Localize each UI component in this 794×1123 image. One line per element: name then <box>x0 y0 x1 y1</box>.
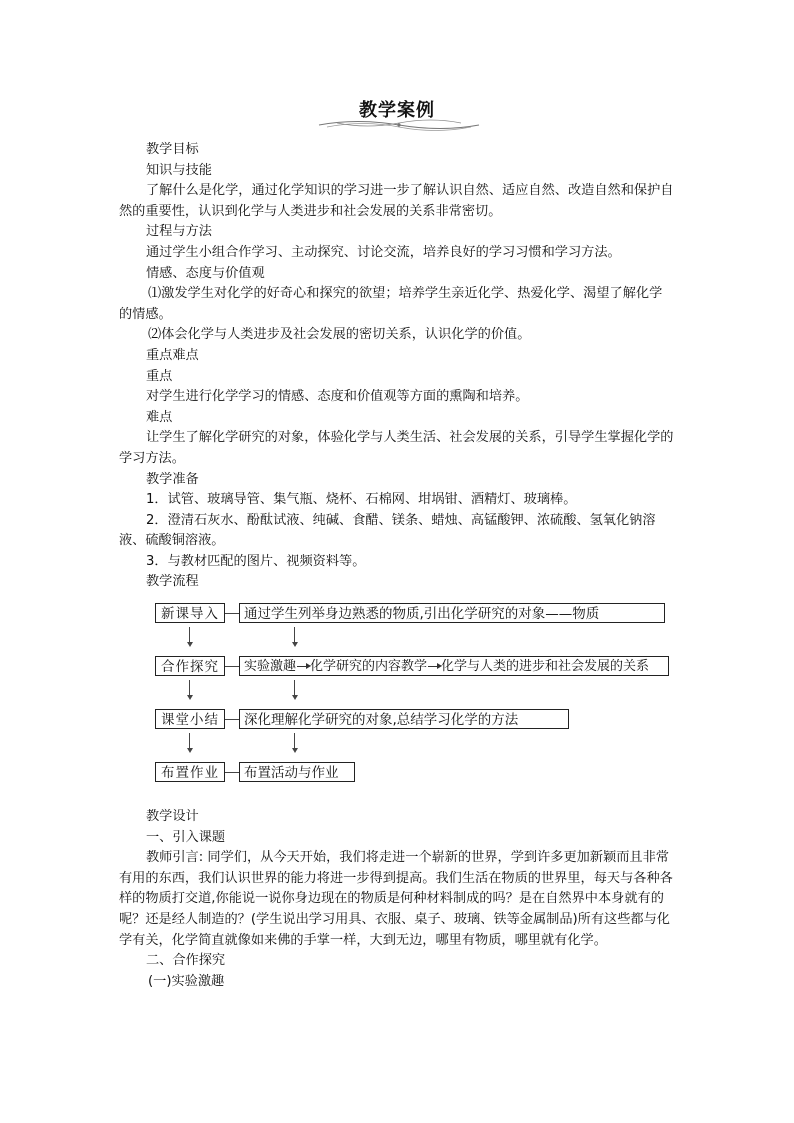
flow-connector-3 <box>225 719 239 720</box>
text-process: 通过学生小组合作学习、主动探究、讨论交流，培养良好的学习习惯和学习方法。 <box>146 244 621 260</box>
flow-step-4-label: 布置作业 <box>155 762 225 782</box>
heading-goals: 教学目标 <box>146 142 199 157</box>
heading-process: 过程与方法 <box>146 224 212 240</box>
heading-design: 教学设计 <box>146 809 199 825</box>
heading-flow: 教学流程 <box>146 574 199 590</box>
document-body <box>119 140 675 992</box>
flow-arrow-down <box>189 627 190 645</box>
heading-difficulty: 难点 <box>146 409 173 425</box>
flow-connector-4 <box>225 772 239 773</box>
heading-keypoints: 重点难点 <box>146 347 199 363</box>
flow-step-2-desc <box>239 656 669 676</box>
text-knowledge: 了解什么是化学，通过化学知识的学习进一步了解认识自然、适应自然、改造自然和保护自然的重要性，认识到化学与人类进步和社会发展的关系非常密切。 <box>119 183 674 219</box>
flow-connector-1 <box>225 613 239 614</box>
flow-step-2-part-1: 实验激趣 <box>244 659 297 675</box>
heading-experiment: (一)实验激趣 <box>148 973 225 989</box>
title-ornament <box>317 118 481 132</box>
text-difficulty: 让学生了解化学研究的对象，体验化学与人类生活、社会发展的关系，引导学生掌握化学的学习方法。 <box>119 430 674 466</box>
text-emotion-2: ⑵体会化学与人类进步及社会发展的密切关系，认识化学的价值。 <box>148 327 531 343</box>
arrow-right-icon <box>428 666 440 667</box>
page-title: 教学案例 <box>359 100 435 121</box>
heading-key: 重点 <box>146 368 173 384</box>
text-key: 对学生进行化学学习的情感、态度和价值观等方面的熏陶和培养。 <box>146 389 529 405</box>
flow-arrow-down <box>294 627 295 645</box>
heading-knowledge: 知识与技能 <box>146 162 212 178</box>
heading-emotion: 情感、态度与价值观 <box>146 265 265 281</box>
flow-arrow-down <box>294 680 295 698</box>
flow-step-1-desc: 通过学生列举身边熟悉的物质,引出化学研究的对象——物质 <box>239 603 665 623</box>
flow-connector-2 <box>225 666 239 667</box>
heading-cooperation: 二、合作探究 <box>146 953 226 969</box>
heading-intro: 一、引入课题 <box>146 829 226 845</box>
flow-step-2-label: 合作探究 <box>155 656 225 676</box>
flow-arrow-down <box>189 733 190 751</box>
flow-step-3-label: 课堂小结 <box>155 709 225 729</box>
flow-arrow-down <box>294 733 295 751</box>
heading-prep: 教学准备 <box>146 471 199 487</box>
text-emotion-1: ⑴激发学生对化学的好奇心和探究的欲望；培养学生亲近化学、热爱化学、渴望了解化学的情感。 <box>119 286 663 322</box>
flow-arrow-down <box>189 680 190 698</box>
text-prep-3: 3．与教材匹配的图片、视频资料等。 <box>146 553 366 569</box>
arrow-right-icon <box>297 666 309 667</box>
teaching-flowchart <box>119 599 675 801</box>
text-prep-2: 2．澄清石灰水、酚酞试液、纯碱、食醋、镁条、蜡烛、高锰酸钾、浓硫酸、氢氧化钠溶液、硫酸铜溶液。 <box>119 512 656 549</box>
flow-step-4-desc: 布置活动与作业 <box>239 762 355 782</box>
text-intro: 教师引言: 同学们，从今天开始，我们将走进一个崭新的世界，学到许多更加新颖而且非常有用的东西，我们认识世界的能力将进一步得到提高。我们生活在物质的世界里，每天与各种各样的物质打交道,你能说一说你身边现在的物质是何种材料制成的吗？是在自然界中本身就有的呢？还是经人制造的？(学生说出学习用具、衣服、桌子、玻璃、铁等金属制品)所有这些都与化学有关，化学简直就像如来佛的手掌一样，大到无边，哪里有物质，哪里就有化学。 <box>119 850 673 948</box>
flow-step-2-part-2: 化学研究的内容教学 <box>310 659 428 675</box>
flow-step-3-desc: 深化理解化学研究的对象,总结学习化学的方法 <box>239 709 569 729</box>
flow-step-1-label: 新课导入 <box>155 603 225 623</box>
flow-step-2-part-3: 化学与人类的进步和社会发展的关系 <box>441 659 650 675</box>
text-prep-1: 1．试管、玻璃导管、集气瓶、烧杯、石棉网、坩埚钳、酒精灯、玻璃棒。 <box>146 492 577 508</box>
